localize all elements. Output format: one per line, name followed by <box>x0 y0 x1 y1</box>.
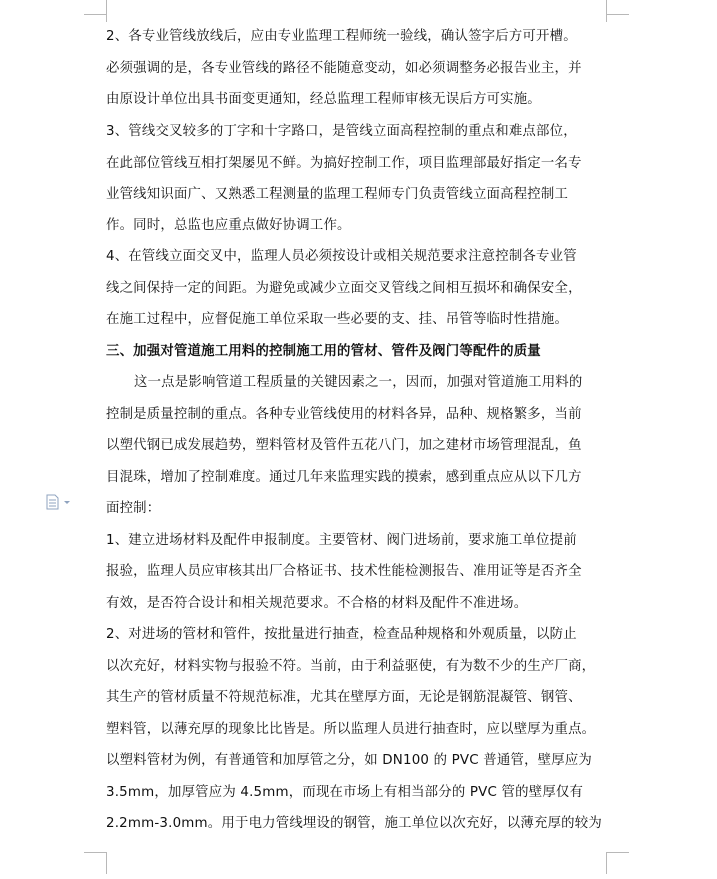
text-line: 目混珠，增加了控制难度。通过几年来监理实践的摸索，感到重点应从以下几方 <box>106 470 582 485</box>
crop-mark-bottom-left-v <box>106 852 107 874</box>
crop-mark-top-right-h <box>607 14 629 15</box>
text-line: 3.5mm，加厚管应为 4.5mm，而现在市场上有相当部分的 PVC 管的壁厚仅有 <box>106 785 584 800</box>
text-line: 其生产的管材质量不符规范标准，尤其在壁厚方面，无论是钢筋混凝管、钢管、 <box>106 690 582 705</box>
text-line: 业管线知识面广、又熟悉工程测量的监理工程师专门负责管线立面高程控制工 <box>106 187 569 202</box>
crop-mark-top-right-v <box>606 0 607 22</box>
text-line: 以次充好，材料实物与报验不符。当前，由于利益驱使，有为数不少的生产厂商， <box>106 659 596 674</box>
text-line: 线之间保持一定的间距。为避免或减少立面交叉管线之间相互损坏和确保安全， <box>106 281 582 296</box>
text-line: 以塑代钢已成发展趋势，塑料管材及管件五花八门，加之建材市场管理混乱，鱼 <box>106 438 582 453</box>
text-line: 在施工过程中，应督促施工单位采取一些必要的支、挂、吊管等临时性措施。 <box>106 312 569 327</box>
text-line: 1、建立进场材料及配件申报制度。主要管材、阀门进场前，要求施工单位提前 <box>106 533 577 548</box>
text-line: 2、各专业管线放线后，应由专业监理工程师统一验线，确认签字后方可开槽。 <box>106 29 577 44</box>
crop-mark-bottom-right-h <box>607 852 629 853</box>
document-menu-icon[interactable] <box>45 494 75 510</box>
text-line: 作。同时，总监也应重点做好协调工作。 <box>106 218 351 233</box>
text-line: 由原设计单位出具书面变更通知，经总监理工程师审核无误后方可实施。 <box>106 92 541 107</box>
crop-mark-top-left-h <box>84 14 106 15</box>
text-line: 2、对进场的管材和管件，按批量进行抽查，检查品种规格和外观质量，以防止 <box>106 627 577 642</box>
text-line: 塑料管，以薄充厚的现象比比皆是。所以监理人员进行抽查时，应以壁厚为重点。 <box>106 722 596 737</box>
text-line: 报验，监理人员应审核其出厂合格证书、技术性能检测报告、准用证等是否齐全 <box>106 564 582 579</box>
text-line: 4、在管线立面交叉中，监理人员必须按设计或相关规范要求注意控制各专业管 <box>106 249 577 264</box>
crop-mark-bottom-right-v <box>606 852 607 874</box>
text-line: 2.2mm-3.0mm。用于电力管线埋设的钢管，施工单位以次充好，以薄充厚的较为 <box>106 816 602 831</box>
text-line: 有效，是否符合设计和相关规范要求。不合格的材料及配件不准进场。 <box>106 596 528 611</box>
text-line: 必须强调的是，各专业管线的路径不能随意变动，如必须调整务必报告业主，并 <box>106 61 582 76</box>
text-line: 3、管线交叉较多的丁字和十字路口，是管线立面高程控制的重点和难点部位， <box>106 124 577 139</box>
text-line: 以塑料管材为例，有普通管和加厚管之分，如 DN100 的 PVC 普通管，壁厚应为 <box>106 753 593 768</box>
section-heading: 三、加强对管道施工用料的控制施工用的管材、管件及阀门等配件的质量 <box>106 344 541 359</box>
text-line: 面控制： <box>106 501 161 516</box>
crop-mark-top-left-v <box>106 0 107 22</box>
paragraph-first-line: 这一点是影响管道工程质量的关键因素之一，因而，加强对管道施工用料的 <box>134 375 583 390</box>
text-line: 在此部位管线互相打架屡见不鲜。为搞好控制工作，项目监理部最好指定一名专 <box>106 156 582 171</box>
crop-mark-bottom-left-h <box>84 852 106 853</box>
text-line: 控制是质量控制的重点。各种专业管线使用的材料各异，品种、规格繁多，当前 <box>106 407 582 422</box>
